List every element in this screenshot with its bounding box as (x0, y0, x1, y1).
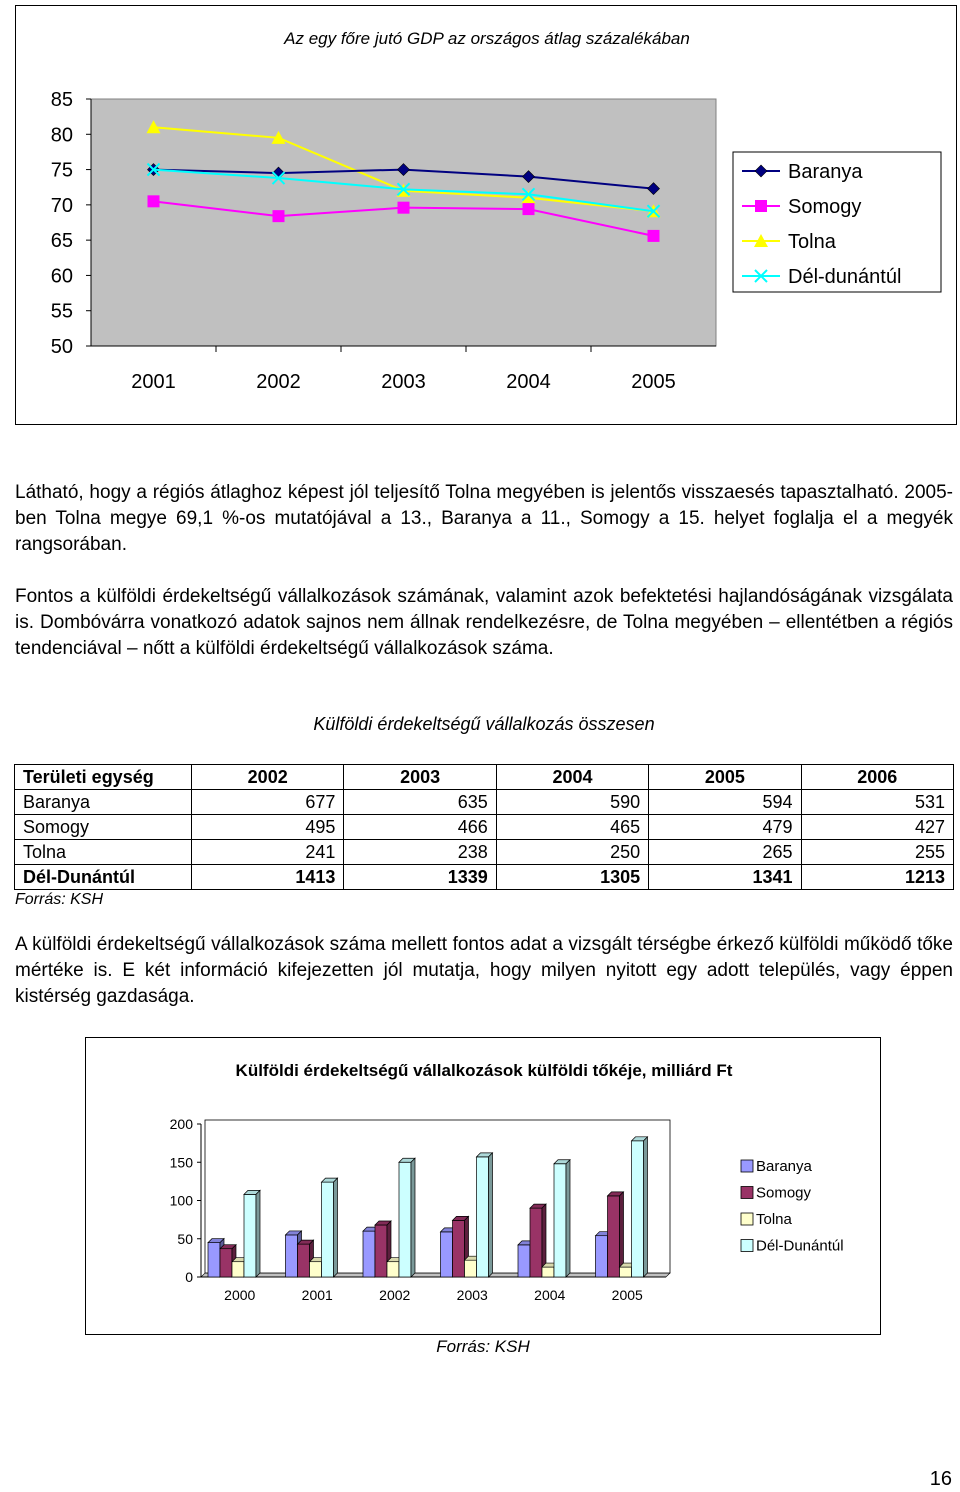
legend-label: Dél-dunántúl (788, 266, 902, 288)
table-cell: 466 (344, 815, 496, 840)
x-tick-label: 2003 (456, 1287, 488, 1303)
gdp-line-chart (15, 5, 957, 425)
table-cell: 594 (649, 790, 801, 815)
table-cell: 1213 (801, 865, 953, 890)
table-header-cell: 2005 (649, 765, 801, 790)
bar-front (453, 1220, 465, 1277)
capital-bar-chart (85, 1037, 881, 1335)
y-tick-label: 55 (50, 300, 73, 323)
bar-front (232, 1262, 244, 1277)
bar-dél-dunántúl (244, 1190, 260, 1277)
bar-front (244, 1194, 256, 1277)
legend-label: Baranya (756, 1158, 812, 1175)
legend-label: Tolna (788, 231, 836, 253)
y-tick-label: 200 (169, 1116, 193, 1132)
x-tick-label: 2002 (379, 1287, 411, 1303)
bar-front (220, 1249, 232, 1277)
table-cell: 255 (801, 840, 953, 865)
x-tick-label: 2004 (506, 371, 551, 393)
bar-front (596, 1236, 608, 1277)
bar-front (632, 1141, 644, 1277)
table-header-cell: 2002 (192, 765, 344, 790)
y-tick-label: 70 (50, 194, 73, 217)
y-tick-label: 75 (50, 159, 73, 182)
foreign-enterprise-table (14, 764, 954, 890)
table-cell: Baranya (15, 790, 192, 815)
table-cell: 1341 (649, 865, 801, 890)
bar-somogy (608, 1192, 624, 1277)
page-number: 16 (929, 1468, 952, 1490)
bar-front (375, 1225, 387, 1277)
x-tick-label: 2005 (611, 1287, 643, 1303)
bar-front (208, 1243, 220, 1277)
table-row (15, 840, 954, 865)
y-tick-label: 85 (50, 89, 73, 111)
table-caption: Külföldi érdekeltségű vállalkozás összesen (313, 714, 655, 734)
table-row (15, 790, 954, 815)
y-tick-label: 65 (50, 230, 73, 253)
table-cell: 265 (649, 840, 801, 865)
gdp-line-chart-svg (16, 6, 958, 426)
bar-dél-dunántúl (632, 1137, 648, 1277)
y-tick-label: 150 (169, 1154, 193, 1171)
bar-front (399, 1162, 411, 1277)
bar-front (298, 1244, 310, 1277)
table-cell: 250 (496, 840, 648, 865)
x-tick-label: 2002 (256, 371, 301, 393)
bar-front (441, 1232, 453, 1277)
paragraph-tolna-decline: Látható, hogy a régiós átlaghoz képest jól teljesítő Tolna megyében is jelentős visszaesés tapasztalható. 2005-ben Tolna megye 69,1 %-os mutatójával a 13., Baranya a 11., Somogy a 15. helyet foglalja el a megyék rangsorában. (15, 482, 953, 555)
bar-front (608, 1196, 620, 1277)
paragraph-foreign-enterprises: Fontos a külföldi érdekeltségű vállalkozások számának, valamint azok befektetési hajlandóságának vizsgálata is. Dombóvárra vonatkozó adatok sajnos nem állnak rendelkezésre, de Tolna megyében – ellentétben a régiós tendenciával – nőtt a külföldi érdekeltségű vállalkozások száma. (15, 586, 953, 659)
table-cell: 241 (192, 840, 344, 865)
table-header-cell: 2003 (344, 765, 496, 790)
bar-side (256, 1190, 260, 1277)
bar-front (465, 1260, 477, 1277)
legend-label: Somogy (788, 196, 862, 218)
table-cell: 531 (801, 790, 953, 815)
legend-label: Baranya (788, 161, 863, 183)
table-header-cell: Területi egység (15, 765, 192, 790)
y-tick-label: 0 (185, 1269, 193, 1285)
table-cell: 495 (192, 815, 344, 840)
bar-side (566, 1160, 570, 1277)
data-point (523, 203, 535, 215)
bar-front (542, 1267, 554, 1277)
x-tick-label: 2001 (131, 371, 176, 393)
legend-swatch (741, 1240, 753, 1252)
table-header-cell: 2006 (801, 765, 953, 790)
bar-side (334, 1178, 338, 1277)
data-point (273, 210, 285, 222)
table-cell: 479 (649, 815, 801, 840)
legend (733, 152, 941, 292)
table-cell: 1305 (496, 865, 648, 890)
table-header-cell: 2004 (496, 765, 648, 790)
bar-dél-dunántúl (554, 1160, 570, 1277)
bar-front (477, 1157, 489, 1277)
chart-source: Forrás: KSH (436, 1337, 530, 1356)
x-tick-label: 2000 (224, 1287, 256, 1303)
legend-label: Dél-Dunántúl (756, 1237, 844, 1255)
bar-dél-dunántúl (322, 1178, 338, 1277)
legend-swatch (741, 1187, 753, 1199)
bar-front (387, 1262, 399, 1277)
capital-bar-chart-svg (86, 1038, 882, 1336)
x-tick-label: 2001 (301, 1287, 333, 1303)
paragraph-foreign-capital: A külföldi érdekeltségű vállalkozások száma mellett fontos adat a vizsgált térségbe érkező külföldi működő tőke mértéke is. E két információ kifejezetten jól mutatja, hogy milyen nyitott egy adott település, vagy éppen kistérség gazdasága. (15, 934, 953, 1007)
y-tick-label: 50 (50, 336, 73, 358)
data-point (148, 195, 160, 207)
legend-label: Somogy (756, 1184, 812, 1202)
bar-front (310, 1262, 322, 1277)
bar-front (530, 1208, 542, 1277)
bar-side (411, 1158, 415, 1277)
bar-side (644, 1137, 648, 1277)
bar-side (489, 1153, 493, 1277)
data-point (398, 202, 410, 214)
table-cell: Somogy (15, 815, 192, 840)
y-tick-label: 60 (50, 265, 73, 288)
bar-front (363, 1231, 375, 1277)
table-source: Forrás: KSH (15, 891, 104, 908)
plot-area (91, 99, 716, 346)
x-tick-label: 2003 (381, 371, 426, 393)
table-cell: 465 (496, 815, 648, 840)
legend-swatch (741, 1160, 753, 1172)
table-row (15, 815, 954, 840)
x-tick-label: 2004 (534, 1287, 566, 1303)
table-cell: 238 (344, 840, 496, 865)
table-cell: 1339 (344, 865, 496, 890)
bar-front (322, 1182, 334, 1277)
data-point (648, 230, 660, 242)
table-header-row (15, 765, 954, 790)
table-cell: 1413 (192, 865, 344, 890)
legend-marker (755, 200, 767, 212)
bar-dél-dunántúl (477, 1153, 493, 1277)
bar-dél-dunántúl (399, 1158, 415, 1277)
table-cell: Tolna (15, 840, 192, 865)
x-tick-label: 2005 (631, 371, 676, 393)
chart-title: Az egy főre jutó GDP az országos átlag százalékában (284, 29, 690, 48)
legend-swatch (741, 1213, 753, 1225)
table-cell: 427 (801, 815, 953, 840)
table-cell: Dél-Dunántúl (15, 865, 192, 890)
table-row-total (15, 865, 954, 890)
legend-label: Tolna (756, 1211, 792, 1228)
bar-front (286, 1235, 298, 1277)
bar-front (518, 1245, 530, 1277)
y-tick-label: 80 (50, 124, 73, 147)
table-cell: 677 (192, 790, 344, 815)
y-tick-label: 50 (177, 1230, 193, 1247)
table-cell: 635 (344, 790, 496, 815)
table-cell: 590 (496, 790, 648, 815)
chart-title: Külföldi érdekeltségű vállalkozások külföldi tőkéje, milliárd Ft (235, 1061, 733, 1080)
bar-front (620, 1267, 632, 1277)
bar-front (554, 1164, 566, 1277)
y-tick-label: 100 (169, 1192, 193, 1209)
legend (741, 1158, 844, 1255)
